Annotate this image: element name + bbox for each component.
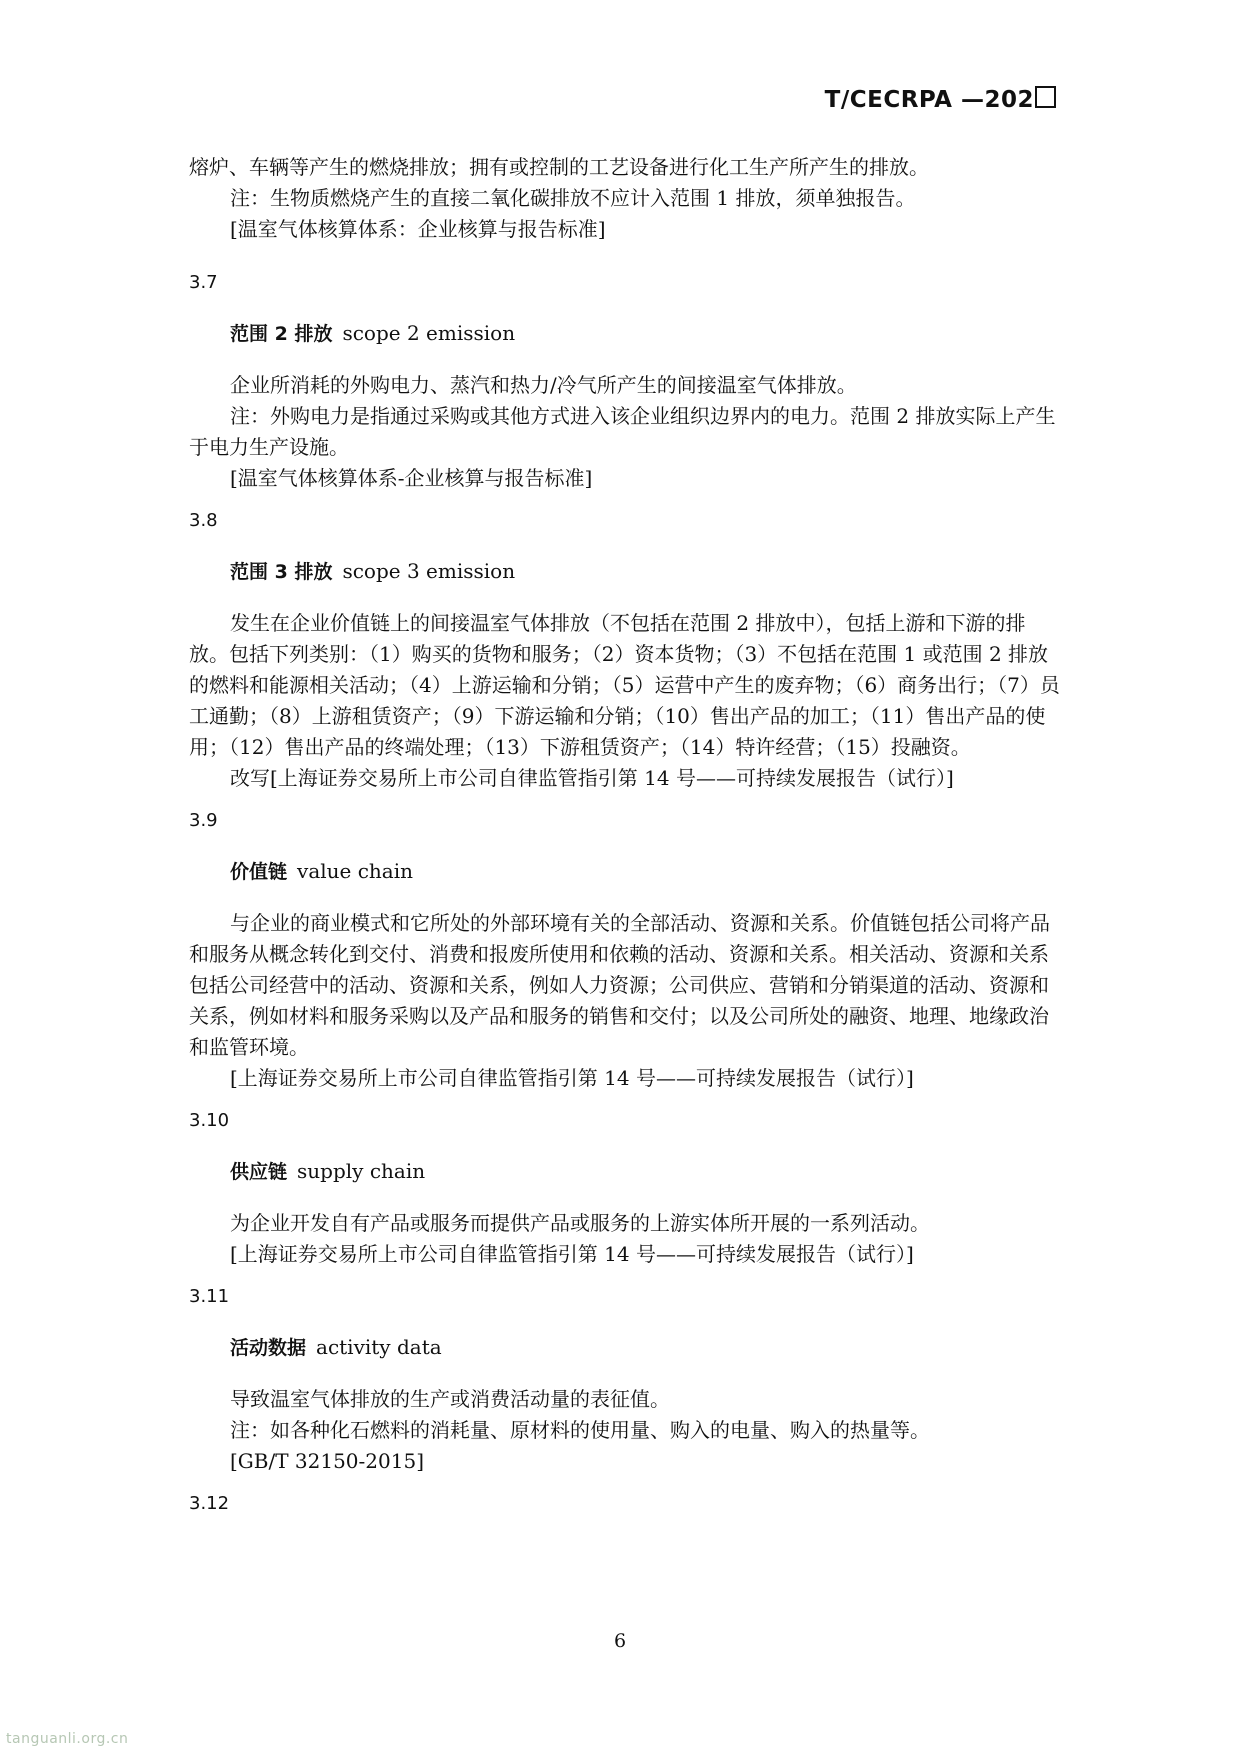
term-source: 改写[上海证券交易所上市公司自律监管指引第 14 号——可持续发展报告（试行）]: [230, 766, 954, 790]
document-body: [189, 152, 1061, 1539]
term-english: scope 3 emission: [342, 559, 516, 583]
term-heading: [189, 1156, 1061, 1188]
term-chinese: 范围 3 排放: [230, 561, 333, 583]
term-chinese: 活动数据: [230, 1337, 307, 1359]
term-note: 注：外购电力是指通过采购或其他方式进入该企业组织边界内的电力。范围 2 排放实际上产生于电力生产设施。: [189, 404, 1056, 459]
term-definition: 为企业开发自有产品或服务而提供产品或服务的上游实体所开展的一系列活动。: [230, 1211, 930, 1235]
term-heading: [189, 1332, 1061, 1364]
term-heading: [189, 318, 1061, 350]
term-chinese: 价值链: [230, 861, 288, 883]
section-number: 3.7: [189, 272, 218, 293]
term-source: [上海证券交易所上市公司自律监管指引第 14 号——可持续发展报告（试行）]: [230, 1242, 914, 1266]
section-number: 3.9: [189, 810, 218, 831]
term-definition: 导致温室气体排放的生产或消费活动量的表征值。: [230, 1387, 670, 1411]
intro-source: [温室气体核算体系：企业核算与报告标准]: [230, 217, 606, 241]
term-definition: 发生在企业价值链上的间接温室气体排放（不包括在范围 2 排放中），包括上游和下游的排放。包括下列类别：（1）购买的货物和服务；（2）资本货物；（3）不包括在范围 1 或范围 2 排放的燃料和能源相关活动；（4）上游运输和分销；（5）运营中产生的废弃物；（6）商务出行；（7）员工通勤；（8）上游租赁资产；（9）下游运输和分销；（10）售出产品的加工；（11）售出产品的使用；（12）售出产品的终端处理；（13）下游租赁资产；（14）特许经营；（15）投融资。: [189, 611, 1060, 759]
term-definition: 企业所消耗的外购电力、蒸汽和热力/冷气所产生的间接温室气体排放。: [230, 373, 857, 397]
page-number: 6: [613, 1630, 627, 1652]
term-heading: [189, 556, 1061, 588]
year-placeholder-box: [1035, 86, 1056, 108]
term-source: [上海证券交易所上市公司自律监管指引第 14 号——可持续发展报告（试行）]: [230, 1066, 914, 1090]
section-number: 3.12: [189, 1493, 230, 1514]
term-source: [温室气体核算体系-企业核算与报告标准]: [230, 466, 593, 490]
watermark: tanguanli.org.cn: [6, 1731, 129, 1747]
section-number: 3.10: [189, 1110, 230, 1131]
term-chinese: 供应链: [230, 1161, 288, 1183]
standard-code-header: [825, 86, 1056, 113]
term-english: activity data: [316, 1335, 442, 1359]
section-number: 3.11: [189, 1286, 230, 1307]
term-english: scope 2 emission: [342, 321, 516, 345]
term-heading: [189, 856, 1061, 888]
term-source: [GB/T 32150-2015]: [230, 1449, 424, 1473]
standard-code: T/CECRPA —202: [824, 87, 1034, 113]
term-note: 注：如各种化石燃料的消耗量、原材料的使用量、购入的电量、购入的热量等。: [230, 1418, 930, 1442]
intro-note: 注：生物质燃烧产生的直接二氧化碳排放不应计入范围 1 排放，须单独报告。: [230, 186, 916, 210]
continuation-paragraph: 熔炉、车辆等产生的燃烧排放；拥有或控制的工艺设备进行化工生产所产生的排放。: [189, 155, 929, 179]
term-chinese: 范围 2 排放: [230, 323, 333, 345]
term-english: supply chain: [297, 1159, 426, 1183]
section-number: 3.8: [189, 510, 218, 531]
term-english: value chain: [297, 859, 413, 883]
term-definition: 与企业的商业模式和它所处的外部环境有关的全部活动、资源和关系。价值链包括公司将产品和服务从概念转化到交付、消费和报废所使用和依赖的活动、资源和关系。相关活动、资源和关系包括公司经营中的活动、资源和关系，例如人力资源；公司供应、营销和分销渠道的活动、资源和关系，例如材料和服务采购以及产品和服务的销售和交付；以及公司所处的融资、地理、地缘政治和监管环境。: [189, 911, 1050, 1059]
